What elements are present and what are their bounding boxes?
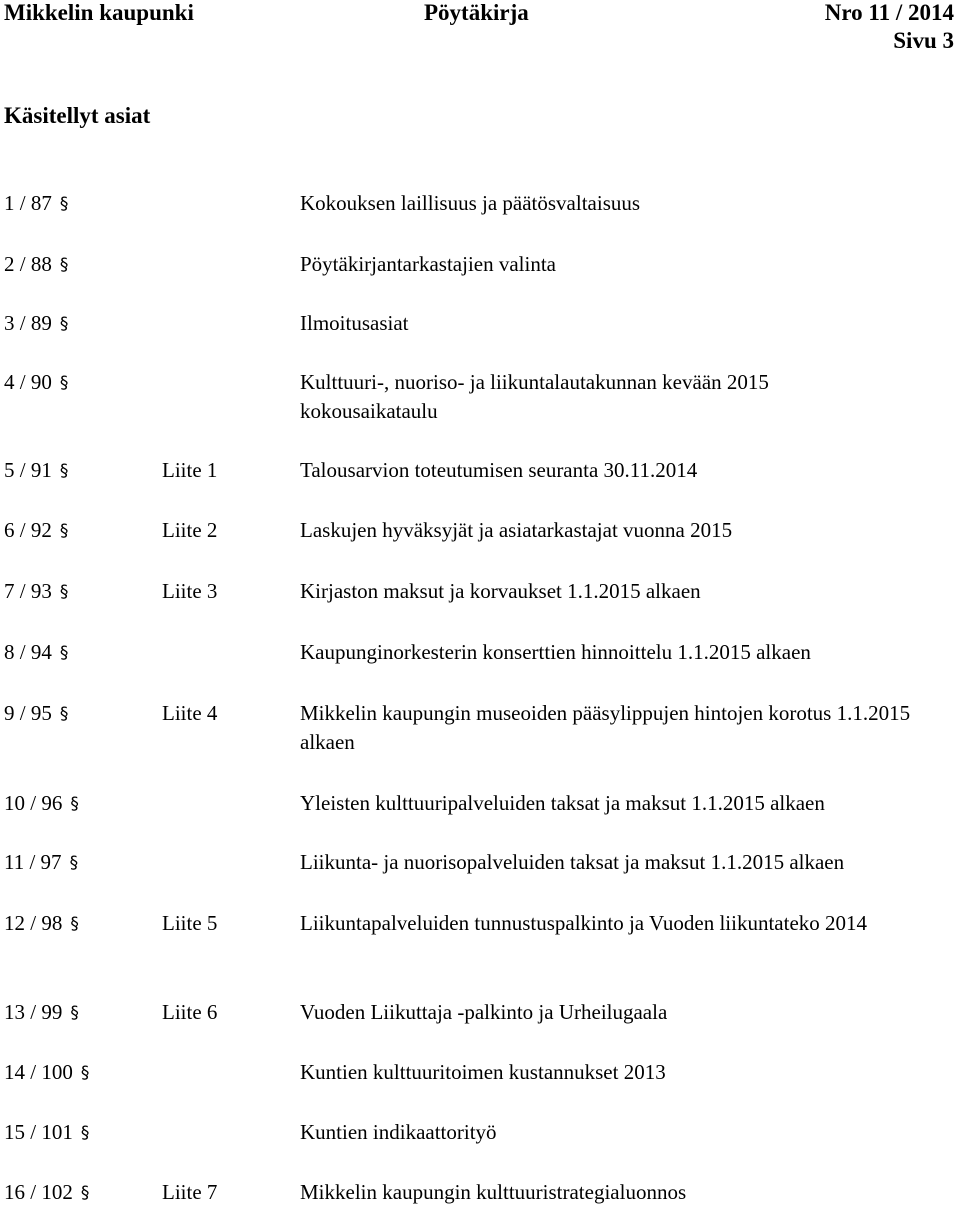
item-title: Laskujen hyväksyjät ja asiatarkastajat vuonna 2015 [300, 518, 733, 542]
item-title: Kirjaston maksut ja korvaukset 1.1.2015 alkaen [300, 579, 701, 603]
item-number: 1 / 87 § [4, 189, 68, 219]
item-attachment: Liite 1 [162, 458, 218, 482]
agenda-item [0, 1118, 960, 1178]
item-number: 6 / 92 § [4, 516, 68, 546]
document-number: Nro 11 / 2014 [824, 0, 954, 25]
item-title: Talousarvion toteutumisen seuranta 30.11.2014 [300, 458, 698, 482]
item-number: 16 / 102 § [4, 1178, 89, 1208]
item-title: Kaupunginorkesterin konserttien hinnoittelu 1.1.2015 alkaen [300, 640, 811, 664]
item-title: Ilmoitusasiat [300, 311, 409, 335]
agenda-item [0, 848, 960, 908]
item-number: 2 / 88 § [4, 250, 68, 280]
section-symbol: § [59, 373, 69, 393]
item-number: 9 / 95 § [4, 699, 68, 729]
section-symbol: § [80, 1123, 90, 1143]
agenda-item [0, 1058, 960, 1118]
item-title: Mikkelin kaupungin kulttuuristrategialuonnos [300, 1180, 687, 1204]
item-title: Kulttuuri-, nuoriso- ja liikuntalautakunnan kevään 2015 kokousaikataulu [300, 370, 769, 423]
organization-name: Mikkelin kaupunki [4, 0, 194, 25]
item-title: Liikunta- ja nuorisopalveluiden taksat ja maksut 1.1.2015 alkaen [300, 850, 845, 874]
agenda-item [0, 456, 960, 516]
item-title: Liikuntapalveluiden tunnustuspalkinto ja Vuoden liikuntateko 2014 [300, 911, 868, 935]
agenda-item [0, 309, 960, 369]
section-symbol: § [59, 582, 69, 602]
item-number: 7 / 93 § [4, 577, 68, 607]
section-symbol: § [59, 521, 69, 541]
agenda-item [0, 998, 960, 1058]
item-number: 3 / 89 § [4, 309, 68, 339]
agenda-item [0, 577, 960, 637]
item-number: 13 / 99 § [4, 998, 79, 1028]
section-symbol: § [59, 194, 69, 214]
item-attachment: Liite 7 [162, 1180, 218, 1204]
page-number: Sivu 3 [893, 28, 954, 53]
item-number: 5 / 91 § [4, 456, 68, 486]
item-title: Vuoden Liikuttaja -palkinto ja Urheilugaala [300, 1000, 668, 1024]
item-title: Yleisten kulttuuripalveluiden taksat ja maksut 1.1.2015 alkaen [300, 791, 825, 815]
item-number: 11 / 97 § [4, 848, 78, 878]
agenda-item [0, 789, 960, 849]
section-symbol: § [59, 704, 69, 724]
agenda-item [0, 699, 960, 759]
section-symbol: § [70, 914, 79, 934]
item-number: 10 / 96 § [4, 789, 79, 819]
item-title: Mikkelin kaupungin museoiden pääsylippujen hintojen korotus 1.1.2015 alkaen [300, 701, 911, 754]
agenda-item [0, 250, 960, 310]
item-number: 12 / 98 § [4, 909, 79, 939]
section-title: Käsitellyt asiat [4, 103, 151, 128]
section-symbol: § [69, 853, 79, 873]
item-title: Kuntien kulttuuritoimen kustannukset 2013 [300, 1060, 666, 1084]
section-symbol: § [59, 643, 69, 663]
item-attachment: Liite 5 [162, 911, 218, 935]
item-title: Kuntien indikaattorityö [300, 1120, 497, 1144]
agenda-item [0, 909, 960, 969]
item-number: 14 / 100 § [4, 1058, 89, 1088]
item-attachment: Liite 3 [162, 579, 218, 603]
section-symbol: § [70, 1003, 79, 1023]
item-attachment: Liite 6 [162, 1000, 218, 1024]
agenda-item [0, 638, 960, 698]
section-symbol: § [80, 1183, 90, 1203]
section-symbol: § [59, 461, 69, 481]
item-attachment: Liite 4 [162, 701, 218, 725]
item-number: 4 / 90 § [4, 368, 68, 398]
section-symbol: § [70, 794, 79, 814]
agenda-item [0, 368, 960, 428]
agenda-item [0, 189, 960, 249]
item-title: Kokouksen laillisuus ja päätösvaltaisuus [300, 191, 641, 215]
item-title: Pöytäkirjantarkastajien valinta [300, 252, 556, 276]
section-symbol: § [59, 314, 69, 334]
section-symbol: § [59, 255, 69, 275]
agenda-item [0, 1178, 960, 1208]
section-symbol: § [80, 1063, 90, 1083]
item-number: 8 / 94 § [4, 638, 68, 668]
item-attachment: Liite 2 [162, 518, 218, 542]
item-number: 15 / 101 § [4, 1118, 89, 1148]
agenda-item [0, 516, 960, 576]
document-type: Pöytäkirja [424, 0, 529, 25]
